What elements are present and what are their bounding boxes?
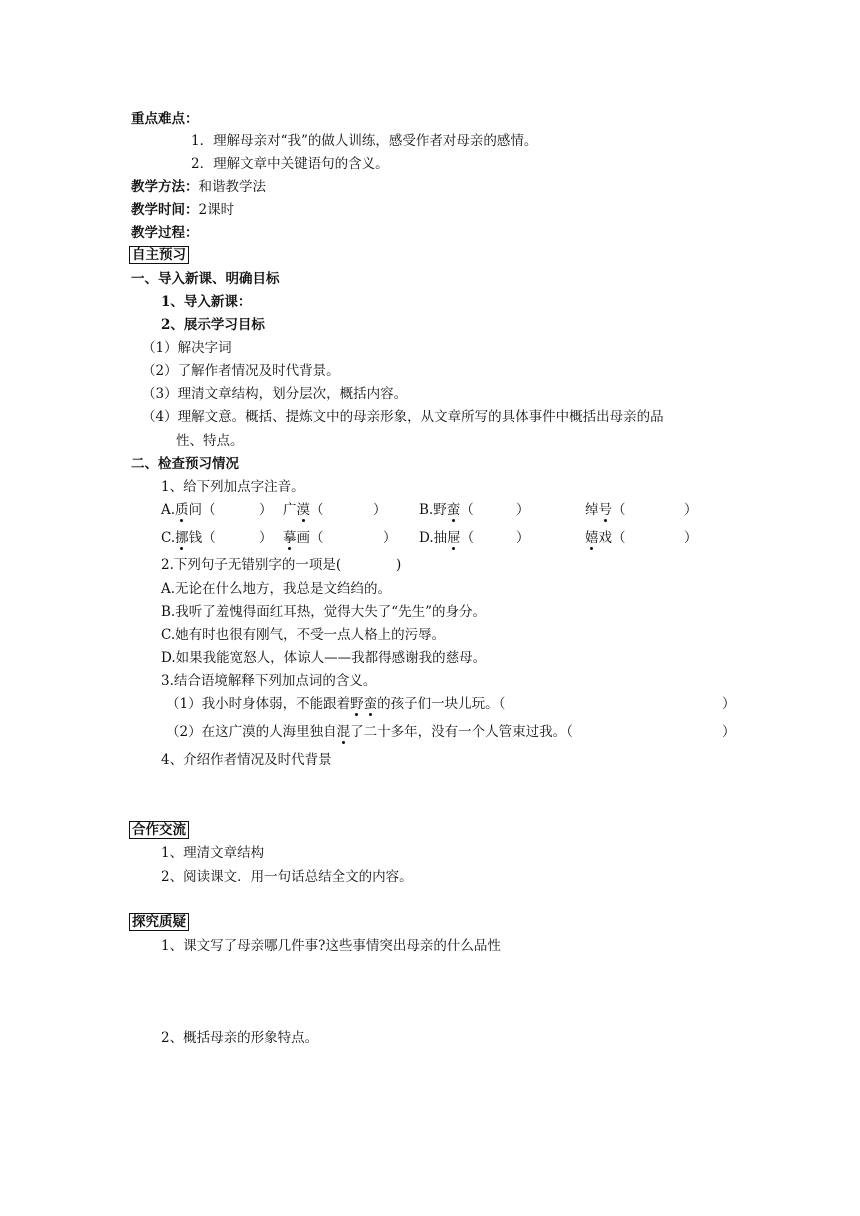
q3-sentence-1: （1）我小时身体弱，不能跟着野蛮的孩子们一块儿玩。（: [166, 696, 506, 712]
heading-intro: 一、导入新课、明确目标: [131, 271, 280, 287]
q3-title: 3.结合语境解释下列加点词的含义。: [161, 673, 377, 689]
q1-item-b2-close: ）: [684, 502, 698, 518]
q3-sentence-1-close: ）: [722, 696, 736, 712]
q1-title: 1、给下列加点字注音。: [161, 479, 305, 495]
q4-title: 4、介绍作者情况及时代背景: [161, 752, 332, 768]
time-line: [131, 200, 234, 220]
goal-3: （3）理清文章结构，划分层次，概括内容。: [142, 386, 408, 402]
q1-item-d2: 嬉戏（: [585, 530, 626, 546]
section-box-explore: 探究质疑: [129, 912, 189, 932]
process-label: 教学过程：: [131, 225, 199, 241]
goal-1: （1）解决字词: [142, 340, 232, 356]
q3-sentence-2-close: ）: [722, 724, 736, 740]
q1-item-b1-close: ）: [516, 502, 530, 518]
q2-option-b: B.我听了羞愧得面红耳热，觉得大失了“先生”的身分。: [161, 604, 487, 620]
q1-item-c1: C.挪钱（: [161, 530, 216, 546]
explore-item-1: 1、课文写了母亲哪几件事?这些事情突出母亲的什么品性: [161, 938, 501, 954]
q1-item-a1: A.质问（: [161, 502, 216, 518]
sub-intro-lesson: 1、导入新课：: [161, 294, 252, 310]
method-label: 教学方法：: [131, 179, 199, 195]
method-value: 和谐教学法: [198, 179, 266, 195]
cooperate-item-1: 1、理清文章结构: [161, 845, 265, 861]
q1-item-b1: B.野蛮（: [419, 502, 474, 518]
q1-item-a1-close: ）: [259, 502, 273, 518]
cooperate-item-2: 2、阅读课文．用一句话总结全文的内容。: [161, 869, 413, 885]
q1-item-a2: 广漠（: [283, 502, 324, 518]
q1-item-c1-close: ）: [259, 530, 273, 546]
q1-item-a2-close: ）: [373, 502, 387, 518]
section-box-preview: 自主预习: [129, 245, 189, 265]
q2-option-d: D.如果我能宽怒人，体谅人——我都得感谢我的慈母。: [161, 650, 487, 666]
q3-sentence-2: （2）在这广漠的人海里独自混了二十多年，没有一个人管束过我。（: [166, 724, 573, 740]
q1-item-d1-close: ）: [516, 530, 530, 546]
q1-item-d2-close: ）: [684, 530, 698, 546]
method-line: [131, 177, 266, 197]
q2-title-close: ): [396, 557, 402, 573]
q1-item-c2-close: ）: [383, 530, 397, 546]
time-label: 教学时间：: [131, 202, 199, 218]
q2-title: 2.下列句子无错别字的一项是(: [161, 557, 342, 573]
section-box-cooperate: 合作交流: [129, 820, 189, 840]
goal-4-cont: 性、特点。: [176, 433, 244, 449]
explore-item-2: 2、概括母亲的形象特点。: [161, 1030, 319, 1046]
focus-label: 重点难点：: [131, 111, 199, 127]
q2-option-a: A.无论在什么地方，我总是文绉绉的。: [161, 581, 392, 597]
heading-check: 二、检查预习情况: [131, 456, 239, 472]
goal-4: （4）理解文意。概括、提炼文中的母亲形象，从文章所写的具体事件中概括出母亲的品: [142, 409, 664, 425]
focus-item-2: 2．理解文章中关键语句的含义。: [191, 156, 389, 172]
q1-item-b2: 绰号（: [585, 502, 626, 518]
focus-item-1: 1．理解母亲对“我”的做人训练，感受作者对母亲的感情。: [191, 133, 538, 149]
q1-item-d1: D.抽屉（: [419, 530, 475, 546]
q2-option-c: C.她有时也很有刚气，不受一点人格上的污辱。: [161, 627, 446, 643]
q1-item-c2: 摹画（: [283, 530, 324, 546]
sub-show-goals: 2、展示学习目标: [161, 317, 265, 333]
goal-2: （2）了解作者情况及时代背景。: [142, 363, 340, 379]
time-value: 2课时: [198, 202, 235, 218]
